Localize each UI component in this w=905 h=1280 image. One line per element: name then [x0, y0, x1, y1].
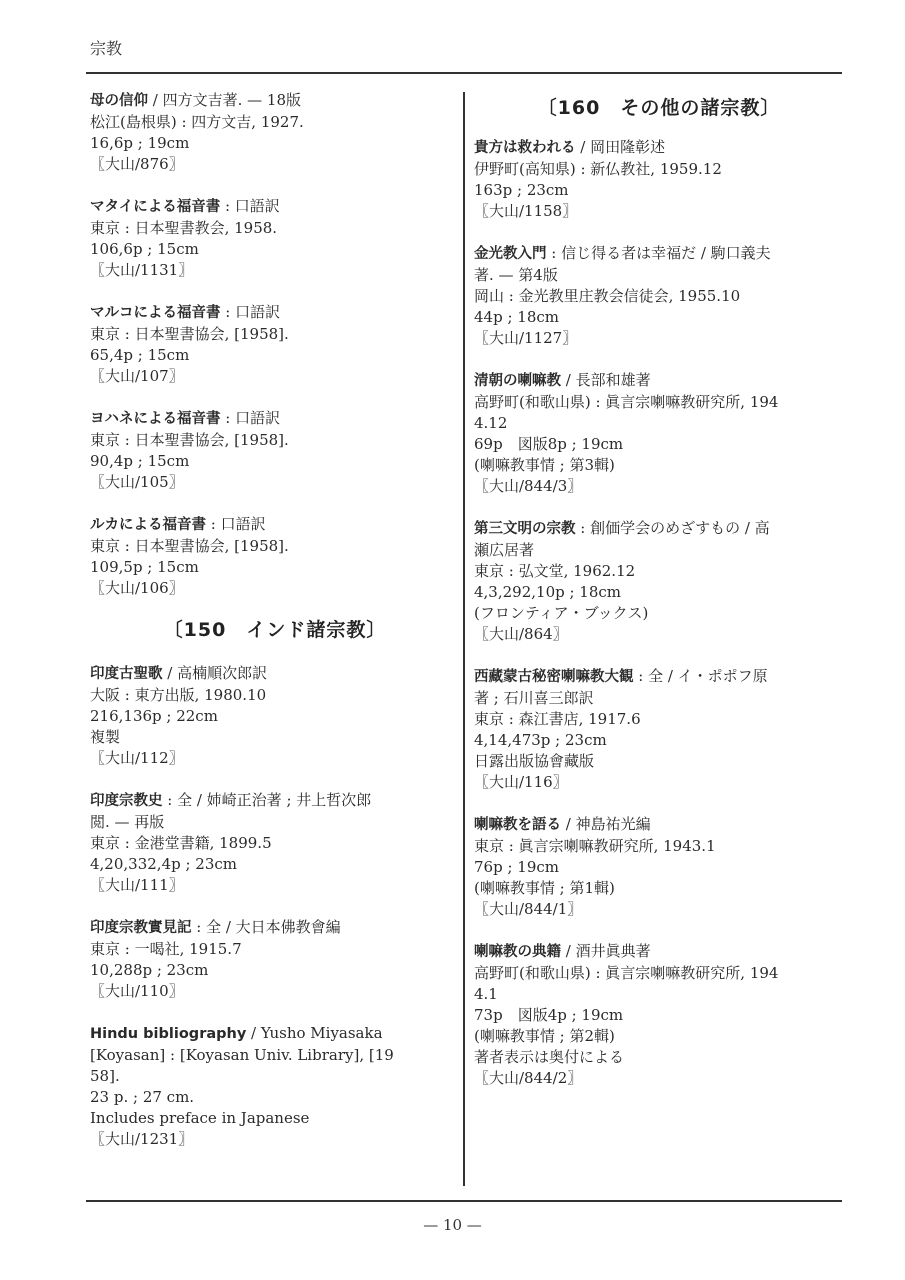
entry-detail-line: 〖大山/112〗: [90, 749, 184, 767]
catalog-entry: [474, 518, 844, 645]
entry-detail-line: 76p ; 19cm: [474, 858, 559, 876]
entry-detail-line: 〖大山/116〗: [474, 773, 568, 791]
entry-title: ヨハネによる福音書: [90, 411, 221, 427]
entry-statement: : 全 / 大日本佛教會編: [191, 918, 341, 936]
entry-detail-line: (喇嘛教事情 ; 第3輯): [474, 456, 615, 474]
entry-detail-line: 73p 図版4p ; 19cm: [474, 1006, 624, 1024]
entry-detail-line: (喇嘛教事情 ; 第2輯): [474, 1027, 615, 1045]
entry-title: 印度古聖歌: [90, 666, 163, 682]
left-entries-group-2: [90, 663, 460, 1150]
entry-detail-line: 〖大山/106〗: [90, 579, 184, 597]
entry-heading-line: [90, 90, 460, 112]
entry-heading-line: [90, 1023, 460, 1045]
entry-detail-line: 東京 : 金港堂書籍, 1899.5: [90, 834, 272, 852]
header-rule: [86, 72, 842, 74]
catalog-entry: [90, 917, 460, 1002]
entry-detail-line: 4,20,332,4p ; 23cm: [90, 855, 238, 873]
entry-detail-line: 東京 : 日本聖書協会, [1958].: [90, 325, 289, 343]
entry-heading-line: [474, 370, 844, 392]
entry-title: 印度宗教實見記: [90, 920, 192, 936]
entry-detail-line: 69p 図版8p ; 19cm: [474, 435, 624, 453]
entry-detail-line: 東京 : 日本聖書協会, [1958].: [90, 431, 289, 449]
left-entries-group-1: [90, 90, 460, 599]
section-heading-160: 〔160 その他の諸宗教〕: [537, 97, 781, 119]
entry-detail-line: 〖大山/844/2〗: [474, 1069, 583, 1087]
entry-detail-line: 著. — 第4版: [474, 266, 558, 284]
section-heading-150: 〔150 インド諸宗教〕: [163, 619, 387, 641]
entry-heading-line: [474, 518, 844, 540]
entry-detail-line: 163p ; 23cm: [474, 181, 569, 199]
entry-heading-line: [474, 666, 844, 688]
entry-detail-line: (フロンティア・ブックス): [474, 604, 649, 622]
entry-title: Hindu bibliography: [90, 1026, 247, 1042]
catalog-entry: [474, 666, 844, 793]
entry-detail-line: 〖大山/1131〗: [90, 261, 194, 279]
entry-title: 第三文明の宗教: [474, 521, 576, 537]
entry-detail-line: 4,14,473p ; 23cm: [474, 731, 607, 749]
entry-detail-line: 東京 : 眞言宗喇嘛教研究所, 1943.1: [474, 837, 716, 855]
catalog-entry: [90, 408, 460, 493]
entry-detail-line: 106,6p ; 15cm: [90, 240, 199, 258]
entry-title: 清朝の喇嘛教: [474, 373, 561, 389]
entry-statement: : 全 / 姉崎正治著 ; 井上哲次郎: [162, 791, 372, 809]
entry-detail-line: 東京 : 日本聖書教会, 1958.: [90, 219, 278, 237]
entry-statement: : 口語訳: [220, 409, 281, 427]
entry-heading-line: [474, 137, 844, 159]
entry-detail-line: 松江(島根県) : 四方文吉, 1927.: [90, 113, 304, 131]
entry-heading-line: [474, 243, 844, 265]
entry-detail-line: 4.12: [474, 414, 508, 432]
entry-heading-line: [90, 663, 460, 685]
entry-title: マルコによる福音書: [90, 305, 221, 321]
column-divider: [463, 92, 465, 1186]
entry-statement: : 創価学会のめざすもの / 高: [575, 519, 770, 537]
entry-detail-line: 〖大山/110〗: [90, 982, 184, 1000]
entry-detail-line: 伊野町(高知県) : 新仏教社, 1959.12: [474, 160, 722, 178]
catalog-entry: [90, 90, 460, 175]
entry-detail-line: 複製: [90, 728, 121, 746]
entry-title: ルカによる福音書: [90, 517, 206, 533]
footer-rule: [86, 1200, 842, 1202]
catalog-entry: [474, 137, 844, 222]
right-entries-group: [474, 137, 844, 1089]
entry-title: 喇嘛教の典籍: [474, 944, 561, 960]
entry-statement: / 神島祐光編: [561, 815, 651, 833]
page-header-title: 宗教: [90, 39, 123, 58]
entry-title: 貴方は救われる: [474, 140, 576, 156]
entry-statement: / 酒井眞典著: [561, 942, 651, 960]
catalog-entry: [474, 370, 844, 497]
entry-detail-line: 高野町(和歌山県) : 眞言宗喇嘛教研究所, 194: [474, 393, 779, 411]
entry-heading-line: [90, 917, 460, 939]
entry-statement: / 長部和雄著: [561, 371, 651, 389]
entry-detail-line: 65,4p ; 15cm: [90, 346, 190, 364]
entry-detail-line: 東京 : 弘文堂, 1962.12: [474, 562, 636, 580]
entry-heading-line: [90, 196, 460, 218]
entry-detail-line: 〖大山/864〗: [474, 625, 568, 643]
entry-detail-line: 閲. — 再版: [90, 813, 165, 831]
entry-detail-line: 44p ; 18cm: [474, 308, 559, 326]
entry-detail-line: 瀬広居著: [474, 541, 535, 559]
catalog-entry: [90, 663, 460, 769]
left-column: [90, 90, 460, 1171]
entry-detail-line: 〖大山/105〗: [90, 473, 184, 491]
entry-detail-line: 高野町(和歌山県) : 眞言宗喇嘛教研究所, 194: [474, 964, 779, 982]
entry-detail-line: 著者表示は奥付による: [474, 1048, 625, 1066]
entry-heading-line: [90, 302, 460, 324]
entry-detail-line: Includes preface in Japanese: [90, 1109, 310, 1127]
entry-detail-line: 4,3,292,10p ; 18cm: [474, 583, 622, 601]
entry-statement: : 口語訳: [206, 515, 266, 533]
entry-statement: : 全 / イ・ポポフ原: [633, 667, 768, 685]
page-number: — 10 —: [423, 1216, 482, 1234]
entry-detail-line: 〖大山/1231〗: [90, 1130, 194, 1148]
entry-detail-line: 日露出版協會藏版: [474, 752, 595, 770]
entry-statement: / 岡田隆彰述: [575, 138, 666, 156]
catalog-entry: [90, 196, 460, 281]
catalog-entry: [90, 302, 460, 387]
entry-statement: : 信じ得る者は幸福だ / 駒口義夫: [546, 244, 771, 262]
entry-detail-line: 58].: [90, 1067, 120, 1085]
entry-detail-line: 23 p. ; 27 cm.: [90, 1088, 195, 1106]
entry-statement: / 四方文吉著. — 18版: [148, 91, 301, 109]
entry-detail-line: 〖大山/111〗: [90, 876, 184, 894]
entry-detail-line: 東京 : 日本聖書協会, [1958].: [90, 537, 289, 555]
entry-title: 母の信仰: [90, 93, 148, 109]
entry-detail-line: 大阪 : 東方出版, 1980.10: [90, 686, 267, 704]
entry-heading-line: [90, 790, 460, 812]
entry-detail-line: 〖大山/844/3〗: [474, 477, 583, 495]
catalog-entry: [474, 941, 844, 1089]
entry-detail-line: 著 ; 石川喜三郎訳: [474, 689, 594, 707]
entry-heading-line: [90, 514, 460, 536]
catalog-entry: [90, 1023, 460, 1150]
catalog-entry: [474, 814, 844, 920]
entry-statement: / 高楠順次郎訳: [162, 664, 268, 682]
catalog-entry: [474, 243, 844, 349]
entry-statement: : 口語訳: [220, 303, 281, 321]
entry-heading-line: [474, 814, 844, 836]
entry-statement: / Yusho Miyasaka: [246, 1024, 383, 1042]
catalog-entry: [90, 514, 460, 599]
entry-detail-line: 岡山 : 金光教里庄教会信徒会, 1955.10: [474, 287, 741, 305]
entry-detail-line: 216,136p ; 22cm: [90, 707, 218, 725]
entry-detail-line: 〖大山/1158〗: [474, 202, 578, 220]
catalog-entry: [90, 790, 460, 896]
entry-detail-line: 〖大山/844/1〗: [474, 900, 583, 918]
entry-detail-line: 10,288p ; 23cm: [90, 961, 209, 979]
right-column: [474, 90, 844, 1110]
entry-title: マタイによる福音書: [90, 199, 221, 215]
entry-detail-line: 〖大山/876〗: [90, 155, 184, 173]
entry-title: 印度宗教史: [90, 793, 163, 809]
entry-detail-line: 東京 : 森江書店, 1917.6: [474, 710, 641, 728]
entry-detail-line: 16,6p ; 19cm: [90, 134, 190, 152]
entry-detail-line: 109,5p ; 15cm: [90, 558, 199, 576]
entry-title: 喇嘛教を語る: [474, 817, 561, 833]
entry-detail-line: 4.1: [474, 985, 498, 1003]
entry-detail-line: 〖大山/1127〗: [474, 329, 578, 347]
entry-detail-line: [Koyasan] : [Koyasan Univ. Library], [19: [90, 1046, 394, 1064]
entry-heading-line: [474, 941, 844, 963]
entry-detail-line: 〖大山/107〗: [90, 367, 184, 385]
entry-detail-line: (喇嘛教事情 ; 第1輯): [474, 879, 615, 897]
entry-detail-line: 90,4p ; 15cm: [90, 452, 190, 470]
entry-title: 金光教入門: [474, 246, 547, 262]
entry-statement: : 口語訳: [220, 197, 280, 215]
entry-heading-line: [90, 408, 460, 430]
entry-detail-line: 東京 : 一喝社, 1915.7: [90, 940, 242, 958]
entry-title: 西藏蒙古秘密喇嘛教大観: [474, 669, 634, 685]
